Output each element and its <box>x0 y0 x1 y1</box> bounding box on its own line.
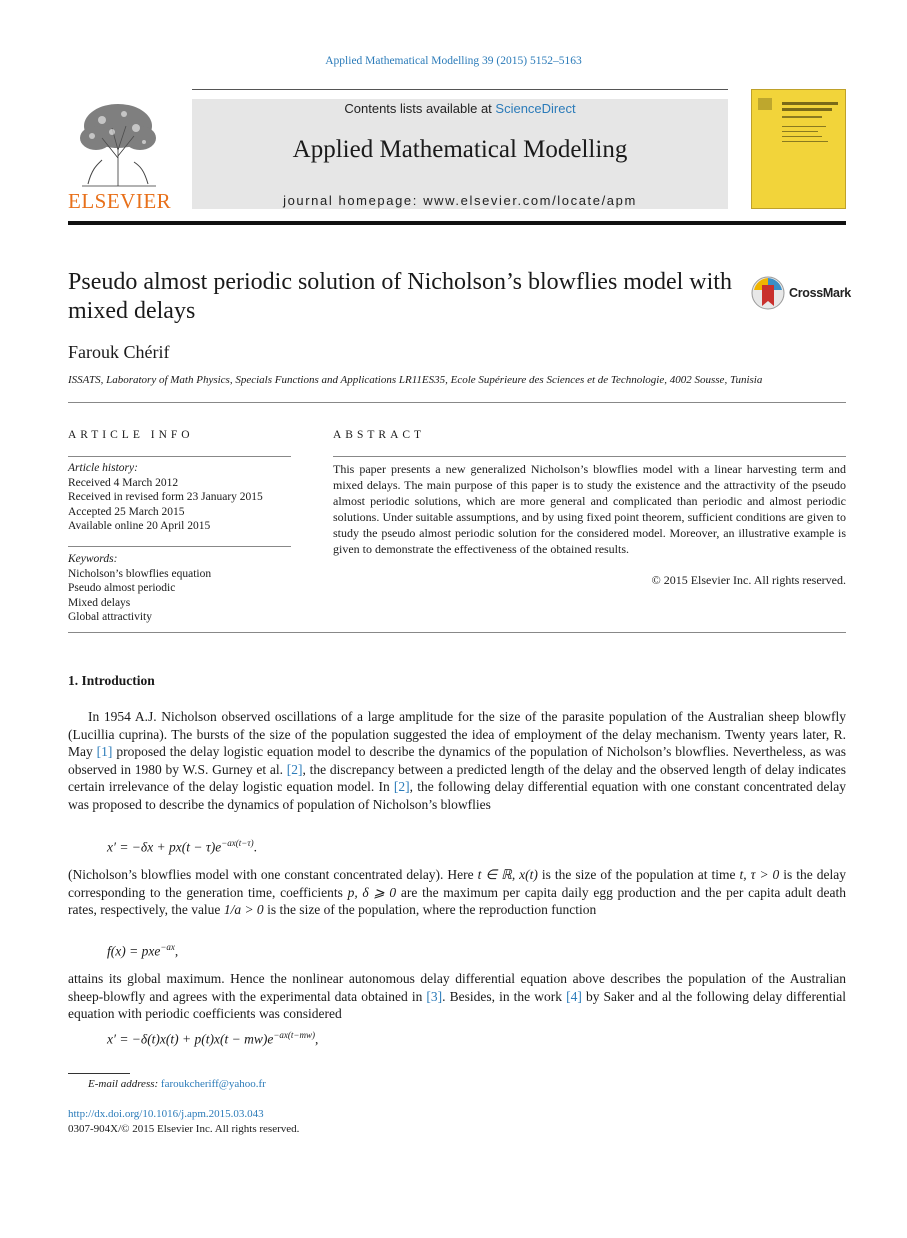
contents-line <box>192 101 728 116</box>
issn-copyright: 0307-904X/© 2015 Elsevier Inc. All rights reserved. <box>68 1123 300 1135</box>
inline-math: t ∈ ℝ, x(t) <box>477 867 538 882</box>
keyword-item: Nicholson’s blowflies equation <box>68 567 212 580</box>
text-run: proposed the delay logistic equation model to describe the dynamics of the population of Nicholson’s blowflies. Nevertheless, as was observed in 1980 by W.S. Gurney et al. <box>68 744 846 777</box>
journal-reference-link[interactable]: Applied Mathematical Modelling 39 (2015) 5152–5163 <box>325 55 582 67</box>
history-item: Received in revised form 23 January 2015 <box>68 491 263 503</box>
abstract-heading: ABSTRACT <box>333 429 426 441</box>
email-footnote <box>88 1078 266 1090</box>
equation-body: x′ = −δx + px(t − τ)e <box>107 839 222 855</box>
inline-math: p, δ ⩾ 0 <box>347 884 397 900</box>
keywords-label: Keywords: <box>68 553 118 565</box>
equation-exponent: −ax(t−τ) <box>221 838 254 848</box>
keywords <box>68 552 211 625</box>
body-paragraph <box>68 970 846 1023</box>
email-link[interactable]: faroukcheriff@yahoo.fr <box>160 1078 266 1090</box>
citation-link[interactable]: [2] <box>286 761 303 777</box>
divider <box>68 632 846 633</box>
text-run: , the following delay differential equation with one constant concentrated delay was proposed to describe the dynamics of population of Nicholson’s blowflies <box>68 779 847 812</box>
footnote-rule <box>68 1073 130 1074</box>
abstract-copyright: © 2015 Elsevier Inc. All rights reserved. <box>651 573 846 587</box>
crossmark-label: CrossMark <box>789 286 851 300</box>
citation-link[interactable]: [1] <box>96 744 113 760</box>
inline-math: 1/a > 0 <box>223 902 264 918</box>
equation-exponent: −ax(t−mw) <box>273 1030 315 1040</box>
cover-text-line <box>782 136 822 137</box>
author-affiliation: ISSATS, Laboratory of Math Physics, Specials Functions and Applications LR11ES35, Ecole Supérieure des Sciences et de Technologie, 4002 Sousse, Tunisia <box>68 374 763 386</box>
cover-text-line <box>782 131 818 132</box>
header-divider <box>68 221 846 225</box>
paper-title: Pseudo almost periodic solution of Nicholson’s blowflies model with mixed delays <box>68 269 732 324</box>
history-label: Article history: <box>68 462 138 474</box>
homepage-link[interactable]: www.elsevier.com/locate/apm <box>423 193 637 208</box>
contents-prefix: Contents lists available at <box>344 101 496 116</box>
cover-text-line <box>782 141 828 142</box>
equation-body: x′ = −δ(t)x(t) + p(t)x(t − mw)e <box>107 1031 274 1047</box>
divider <box>68 402 846 403</box>
cover-title-line <box>782 102 838 105</box>
divider <box>333 456 846 457</box>
sciencedirect-link[interactable]: ScienceDirect <box>495 101 576 116</box>
article-history <box>68 461 263 534</box>
keyword-item: Global attractivity <box>68 611 152 623</box>
equation-exponent: −ax <box>160 942 175 952</box>
divider <box>68 546 291 547</box>
equation <box>107 838 257 856</box>
body-paragraph <box>68 708 846 814</box>
text-run: . Besides, in the work <box>442 988 567 1004</box>
equation-punct: , <box>315 1031 319 1047</box>
journal-title: Applied Mathematical Modelling <box>292 136 628 163</box>
divider <box>68 456 291 457</box>
equation-punct: , <box>174 943 179 959</box>
elsevier-tree-icon <box>72 98 164 190</box>
crossmark-button[interactable] <box>751 276 851 312</box>
author-name: Farouk Chérif <box>68 342 170 362</box>
keyword-item: Pseudo almost periodic <box>68 582 176 594</box>
cover-text-line <box>782 116 822 118</box>
text-run: is the delay corresponding to the generation time, coefficients <box>68 867 846 900</box>
history-item: Available online 20 April 2015 <box>68 520 211 532</box>
elsevier-logo[interactable] <box>68 98 172 213</box>
elsevier-wordmark: ELSEVIER <box>68 189 172 213</box>
email-label: E-mail address: <box>88 1078 161 1090</box>
cover-logo-icon <box>758 98 772 110</box>
section-heading: 1. Introduction <box>68 673 155 688</box>
history-item: Accepted 25 March 2015 <box>68 505 185 518</box>
doi-link[interactable]: http://dx.doi.org/10.1016/j.apm.2015.03.043 <box>68 1108 264 1120</box>
text-run: In 1954 A.J. Nicholson observed oscillations of a large amplitude for the size of the parasite population of the Australian sheep blowfly (Lucillia cuprina). The bursts of the size of the population suggested the idea of employment of the delay mechanism. Twenty years later, R. May <box>68 709 846 760</box>
cover-title-line <box>782 108 832 111</box>
text-run: by Saker and al the following delay differential equation with periodic coefficients was considered <box>68 988 846 1022</box>
equation <box>107 1030 318 1048</box>
homepage-prefix: journal homepage: <box>283 193 424 208</box>
keyword-item: Mixed delays <box>68 596 131 609</box>
citation-link[interactable]: [3] <box>426 988 443 1004</box>
history-item: Received 4 March 2012 <box>68 476 179 489</box>
cover-text-line <box>782 126 826 127</box>
text-run: attains its global maximum. Hence the nonlinear autonomous delay differential equation above describes the population of the Australian sheep-blowfly and agrees with the experimental data obtained in <box>68 971 846 1004</box>
crossmark-icon <box>751 276 785 310</box>
text-run: is the size of the population, where the reproduction function <box>263 902 597 918</box>
homepage-line <box>192 193 728 208</box>
text-run: are the maximum per capita daily egg production and the per capita adult death rates, respectively, the value <box>68 884 846 918</box>
text-run: is the size of the population at time <box>537 867 740 882</box>
equation-body: f(x) = pxe <box>107 943 161 959</box>
equation-punct: . <box>253 839 257 855</box>
body-paragraph <box>68 866 846 919</box>
citation-link[interactable]: [4] <box>566 988 582 1004</box>
abstract-text: This paper presents a new generalized Nicholson’s blowflies model with a linear harvesting term and mixed delays. The main purpose of this paper is to study the existence and the attractivity of the pseudo almost periodic solutions, which are more general and complicated than periodic and almost periodic solutions. Under suitable assumptions, and by using fixed point theorem, sufficient conditions are given to study the pseudo almost periodic solution for the considered model. Moreover, an illustrative example is given to demonstrate the effectiveness of the obtained results. <box>333 462 846 557</box>
citation-link[interactable]: [2] <box>393 779 410 795</box>
text-run: (Nicholson’s blowflies model with one constant concentrated delay). Here <box>68 867 478 882</box>
inline-math: t, τ > 0 <box>739 867 780 882</box>
article-info-heading: ARTICLE INFO <box>68 429 194 441</box>
journal-header-box <box>192 99 728 209</box>
text-run: , the discrepancy between a predicted length of the delay and the observed length of delay indicates certain irrelevance of the delay logistic equation model. In <box>68 761 846 795</box>
journal-cover-thumbnail[interactable] <box>751 89 846 209</box>
header-top-rule <box>192 89 728 90</box>
equation <box>107 942 178 960</box>
